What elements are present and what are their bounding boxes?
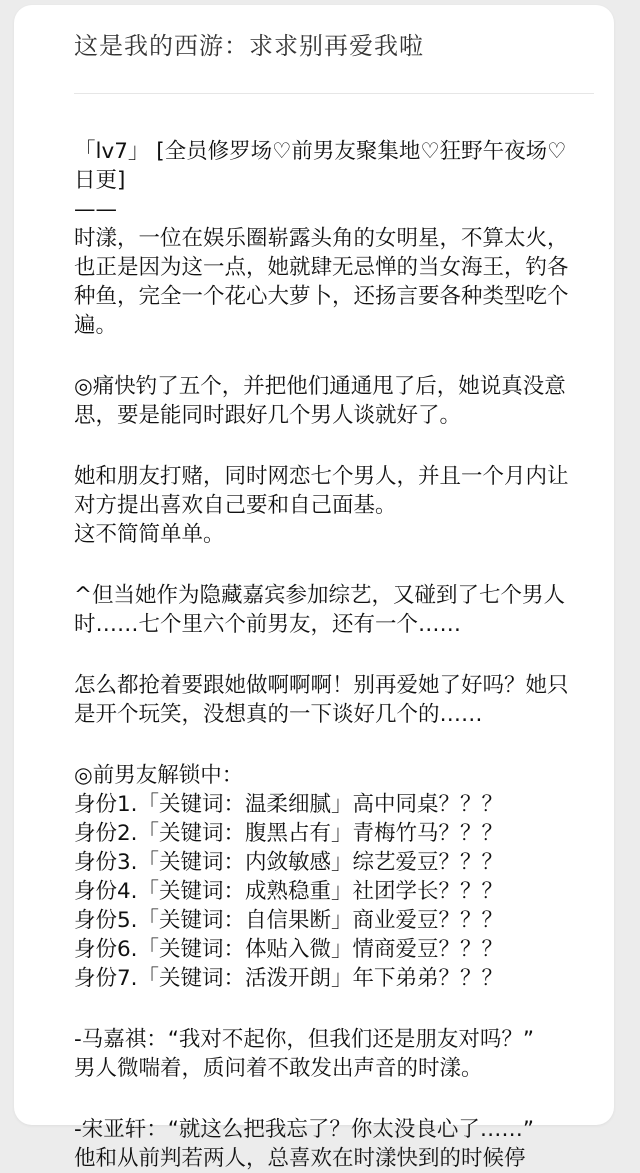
paragraph-2: ◎痛快钓了五个，并把他们通通甩了后，她说真没意思，要是能同时跟好几个男人谈就好了。 bbox=[74, 374, 566, 428]
quote-1-narration: 男人微喘着，质问着不敢发出声音的时漾。 bbox=[74, 1056, 483, 1081]
identity-line: 身份7.「关键词：活泼开朗」年下弟弟？？？ bbox=[74, 966, 504, 991]
identity-line: 身份3.「关键词：内敛敏感」综艺爱豆？？？ bbox=[74, 850, 504, 875]
unlock-heading: ◎前男友解锁中： bbox=[74, 763, 244, 788]
title-divider bbox=[74, 93, 594, 94]
paragraph-4: ^但当她作为隐藏嘉宾参加综艺，又碰到了七个男人时……七个里六个前男友，还有一个…… bbox=[74, 583, 566, 637]
paragraph-3-line-2: 这不简简单单。 bbox=[74, 522, 225, 547]
post-card bbox=[14, 5, 614, 1171]
identity-line: 身份2.「关键词：腹黑占有」青梅竹马？？？ bbox=[74, 821, 504, 846]
story-header: 「lv7」 [全员修罗场♡前男友聚集地♡狂野午夜场♡日更] bbox=[74, 139, 567, 193]
post-title: 这是我的西游：求求别再爱我啦 bbox=[74, 32, 424, 60]
post-body bbox=[74, 137, 574, 1173]
identity-line: 身份6.「关键词：体贴入微」情商爱豆？？？ bbox=[74, 937, 504, 962]
paragraph-5: 怎么都抢着要跟她做啊啊啊！别再爱她了好吗？她只是开个玩笑，没想真的一下谈好几个的…… bbox=[74, 673, 569, 727]
dash-line: —— bbox=[74, 197, 117, 222]
identity-line: 身份5.「关键词：自信果断」商业爱豆？？？ bbox=[74, 908, 504, 933]
quote-2-narration: 他和从前判若两人，总喜欢在时漾快到的时候停 bbox=[74, 1146, 526, 1171]
identity-line: 身份1.「关键词：温柔细腻」高中同桌？？？ bbox=[74, 792, 504, 817]
identity-line: 身份4.「关键词：成熟稳重」社团学长？？？ bbox=[74, 879, 504, 904]
paragraph-intro: 时漾，一位在娱乐圈崭露头角的女明星，不算太火，也正是因为这一点，她就肆无忌惮的当女海王，钓各种鱼，完全一个花心大萝卜，还扬言要各种类型吃个遍。 bbox=[74, 226, 569, 338]
paragraph-3: 她和朋友打赌，同时网恋七个男人，并且一个月内让对方提出喜欢自己要和自己面基。 bbox=[74, 464, 569, 518]
quote-1: -马嘉祺：“我对不起你，但我们还是朋友对吗？” bbox=[74, 1027, 535, 1052]
quote-2: -宋亚轩：“就这么把我忘了？你太没良心了……” bbox=[74, 1117, 535, 1142]
